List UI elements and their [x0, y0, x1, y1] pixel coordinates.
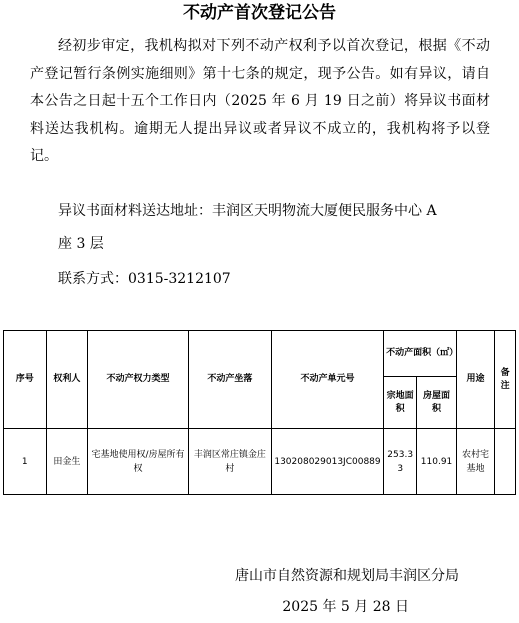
- cell-holder: 田金生: [46, 429, 88, 495]
- table-row: [4, 429, 516, 495]
- header-right-type: 不动产权力类型: [88, 331, 189, 429]
- address-line-2: 座 3 层: [58, 236, 104, 252]
- header-index: 序号: [4, 331, 47, 429]
- cell-right-type: 宅基地使用权/房屋所有权: [88, 429, 189, 495]
- cell-location: 丰润区常庄镇金庄村: [188, 429, 271, 495]
- table-header-row: [4, 331, 516, 377]
- cell-usage: 农村宅基地: [456, 429, 494, 495]
- registration-table: [3, 330, 516, 495]
- cell-house-area: 110.91: [417, 429, 456, 495]
- header-holder: 权利人: [46, 331, 88, 429]
- cell-parcel-area: 253.33: [384, 429, 417, 495]
- header-note: 备注: [495, 331, 516, 429]
- signature-date: 2025 年 5 月 28 日: [282, 599, 409, 615]
- header-location: 不动产坐落: [188, 331, 271, 429]
- cell-index: 1: [4, 429, 47, 495]
- cell-unit-no: 130208029013JC00889: [271, 429, 383, 495]
- header-house-area: 房屋面积: [417, 377, 456, 429]
- header-unit-no: 不动产单元号: [271, 331, 383, 429]
- signature-org: 唐山市自然资源和规划局丰润区分局: [235, 568, 459, 584]
- cell-note: [495, 429, 516, 495]
- body-paragraph: 经初步审定，我机构拟对下列不动产权利予以首次登记，根据《不动产登记暂行条例实施细则》第十七条的规定，现予公告。如有异议，请自本公告之日起十五个工作日内（2025 年 6 月 19 日之前）将异议书面材料送达我机构。逾期无人提出异议或者异议不成立的，我机构将予以登记。: [30, 38, 490, 164]
- contact-line: 联系方式：0315-3212107: [58, 271, 231, 287]
- header-usage: 用途: [456, 331, 494, 429]
- page-title: 不动产首次登记公告: [183, 3, 336, 23]
- header-area-group: 不动产面积（㎡）: [384, 331, 457, 377]
- header-parcel-area: 宗地面积: [384, 377, 417, 429]
- address-line-1: 异议书面材料送达地址：丰润区天明物流大厦便民服务中心 A: [58, 203, 437, 219]
